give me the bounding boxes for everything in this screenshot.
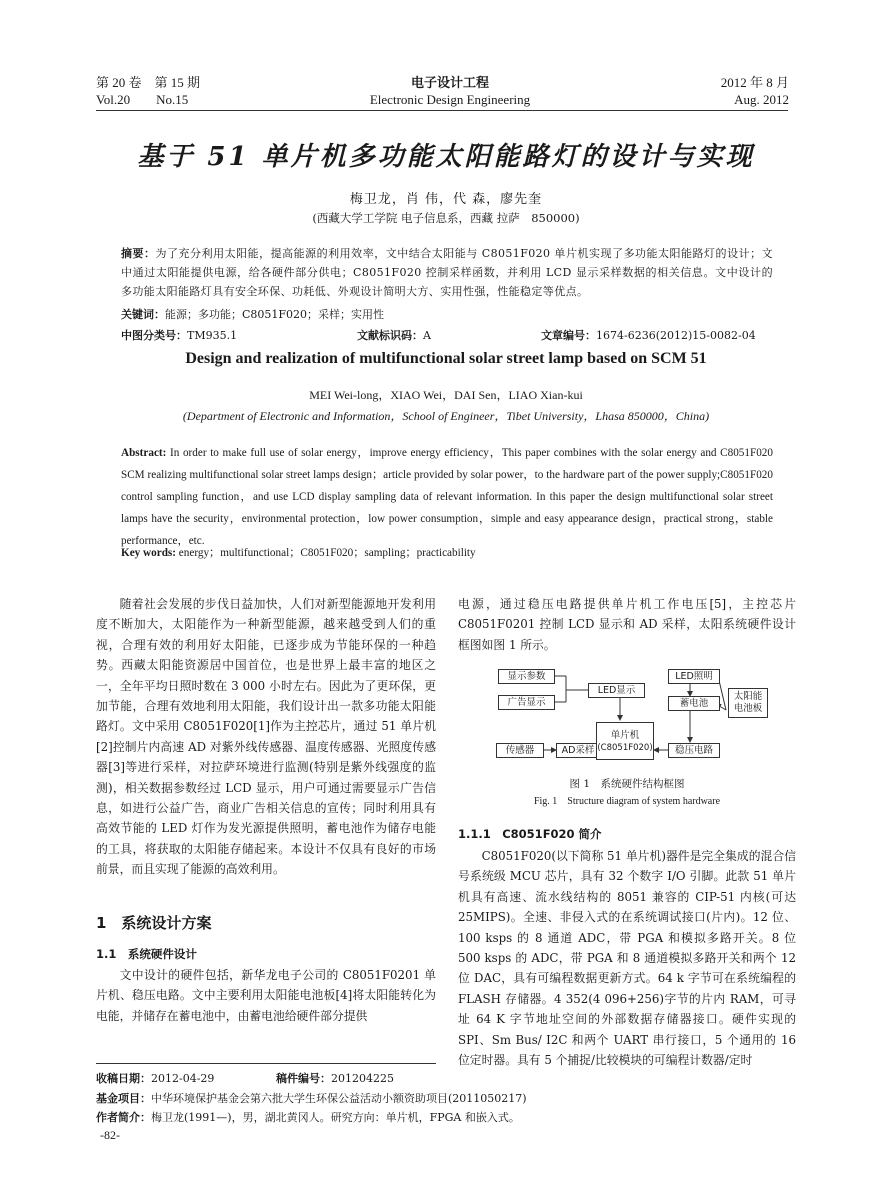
section-1-1-1-body [458,846,796,1070]
page-number: -82- [100,1128,120,1142]
bio-text: 梅卫龙(1991—)，男，湖北黄冈人。研究方向：单片机，FPGA 和嵌入式。 [151,1111,520,1124]
box-ad-display: 广告显示 [498,695,555,710]
journal-date [721,74,789,108]
solar-line1: 太阳能 [733,691,763,702]
box-mcu [596,722,654,760]
fund-label: 基金项目： [96,1092,151,1105]
doc-label: 文献标识码： [357,329,423,342]
solar-line2: 电池板 [733,703,763,714]
clc-label: 中图分类号： [121,329,187,342]
mcu-label: 单片机 [610,730,640,741]
box-sensor: 传感器 [496,743,544,758]
figure-caption-cn: 图 1 系统硬件结构框图 [569,778,685,790]
box-led-lighting: LED照明 [668,669,720,684]
article-label: 文章编号： [541,329,596,342]
manuscript-label: 稿件编号： [276,1072,331,1085]
manuscript-number: 201204225 [331,1072,394,1085]
footnote-bio [96,1109,520,1126]
keywords-cn [121,306,384,322]
abstract-cn-text: 为了充分利用太阳能，提高能源的利用效率，文中结合太阳能与 C8051F020 单片机实现了多功能太阳能路灯的设计；文中通过太阳能提供电源，给各硬件部分供电；C8051F020 控制采样函数，并利用 LCD 显示采样数据的相关信息。文中设计的多功能太阳能路灯具有安全环保、功耗低、外观设计简明大方、实用性强，性能稳定等优点。 [121,247,773,298]
journal-volume [96,74,200,108]
box-display-params: 显示参数 [498,669,555,684]
mcu-model: (C8051F020) [597,743,653,753]
box-led-display: LED显示 [588,683,645,698]
box-battery: 蓄电池 [668,696,720,711]
article-value: 1674-6236(2012)15-0082-04 [596,329,756,342]
header-rule [96,110,788,111]
box-ad-sample: AD采样 [556,743,600,758]
keywords-cn-text: 能源；多功能；C8051F020；采样；实用性 [165,308,385,321]
doc-code [357,327,431,343]
section-1-1-1-heading: 1.1.1 C8051F020 简介 [458,827,602,841]
doc-value: A [423,329,431,342]
figure-caption-en: Fig. 1 Structure diagram of system hardware [533,796,721,807]
box-regulator: 稳压电路 [668,743,720,758]
date-en: Aug. 2012 [734,92,789,107]
intro-paragraph: 随着社会发展的步伐日益加快，人们对新型能源地开发利用度不断加大，太阳能作为一种新型能源，越来越受到人们的重视，合理有效的利用好太阳能，已逐步成为节能环保的一种趋势。西藏太阳能资源居中国首位，也是世界上最丰富的地区之一，全年平均日照时数在 3 000 小时左右。因此为了更环保，更加节能，合理有效地利用太阳能，我们设计出一款多功能太阳能路灯。文中采用 C8051F020[1]作为主控芯片，通过 51 单片机[2]控制片内高速 AD 对紫外线传感器、温度传感器、光照度传感器[3]等进行采样，对拉萨环境进行监测(特别是紫外线强度的监测)，相关数据参数经过 LCD 显示，用户可通过需要显示广告信息，如进行公益广告，商业广告相关信息的宣传；同时利用具有高效节能的 LED 灯作为发光源提供照明，蓄电池作为储存电能的工具，将获取的太阳能存储起来。本设计不仅具有良好的市场前景，而且实现了能源的高效利用。 [96,597,436,877]
abstract-cn-label: 摘要： [121,247,156,260]
authors-en: MEI Wei-long，XIAO Wei，DAI Sen，LIAO Xian-kui [309,388,583,402]
abstract-en-text: In order to make full use of solar energy，improve energy efficiency，This paper combines with the solar energy and C8051F020 SCM realizing multifunctional solar street lamps design；article provided by solar power，to the hardware part of the power supply;C8051F020 control sampling function，and use LCD display sampling data of relevant information. In this paper the design multifunctional solar street lamps have the security，environmental protection，low power consumption，simple and easy appearance design，practical strong，stable performance，etc. [121,447,773,547]
hardware-block-diagram [496,666,772,768]
abstract-en [121,442,773,552]
journal-name [330,74,570,108]
paper-title: 基于 51 单片机多功能太阳能路灯的设计与实现 [137,142,755,172]
keywords-en-label: Key words: [121,547,176,559]
section-1-heading: 1 系统设计方案 [96,914,212,932]
footnote-dates [96,1070,394,1087]
clc-number [121,327,237,343]
section-1-1-paragraph: 文中设计的硬件包括，新华龙电子公司的 C8051F0201 单片机、稳压电路。文中主要利用太阳能电池板[4]将太阳能转化为电能，并储存在蓄电池中，由蓄电池给硬件部分提供 [96,968,436,1023]
section-1-1-body [96,965,436,1026]
clc-value: TM935.1 [187,329,238,342]
keywords-cn-label: 关键词： [121,308,165,321]
keywords-en-text: energy；multifunctional；C8051F020；sampling；practicability [176,547,476,559]
section-1-1-heading: 1.1 系统硬件设计 [96,947,197,961]
received-label: 收稿日期： [96,1072,151,1085]
fund-text: 中华环境保护基金会第六批大学生环保公益活动小额资助项目(2011050217) [151,1092,527,1105]
right-column-top [458,594,796,655]
date-cn: 2012 年 8 月 [720,75,789,90]
footnote-rule [96,1063,436,1064]
right-column-paragraph: 电源，通过稳压电路提供单片机工作电压[5]，主控芯片 C8051F0201 控制 LCD 显示和 AD 采样，太阳系统硬件设计框图如图 1 所示。 [458,597,796,652]
paper-title-en: Design and realization of multifunctional solar street lamp based on SCM 51 [185,350,707,367]
journal-name-cn: 电子设计工程 [410,75,489,90]
abstract-en-label: Abstract: [121,447,167,459]
section-1-1-1-paragraph: C8051F020(以下简称 51 单片机)器件是完全集成的混合信号系统级 MCU 芯片，具有 32 个数字 I/O 引脚。此款 51 单片机具有高速、流水线结构的 8051 兼容的 CIP-51 内核(可达 25MIPS)。全速、非侵入式的在系统调试接口(片内)。12 位、100 ksps 的 8 通道 ADC，带 PGA 和模拟多路开关。8 位 500 ksps 的 ADC，带 PGA 和 8 通道模拟多路开关和两个 12 位 DAC，具有可编程数据更新方式。64 k 字节可在系统编程的 FLASH 存储器。4 352(4 096+256)字节的片内 RAM，可寻址 64 K 字节地址空间的外部数据存储器接口。硬件实现的 SPI、Sm Bus/ I2C 和两个 UART 串行接口，5 个通用的 16 位定时器。具有 5 个捕捉/比较模块的可编程计数器/定时 [458,849,796,1068]
footnote-fund [96,1090,527,1107]
box-solar-panel [728,688,768,718]
abstract-cn [121,244,773,301]
volume-cn: 第 20 卷 第 15 期 [96,75,201,90]
journal-name-en: Electronic Design Engineering [369,92,531,107]
authors: 梅卫龙，肖 伟，代 森，廖先奎 [349,192,543,207]
intro-section [96,594,436,880]
affiliation: (西藏大学工学院 电子信息系，西藏 拉萨 850000) [312,211,580,225]
received-date: 2012-04-29 [151,1072,215,1085]
keywords-en [121,544,476,560]
bio-label: 作者简介： [96,1111,151,1124]
article-number [541,327,756,343]
volume-en: Vol.20 No.15 [96,92,189,107]
affiliation-en: (Department of Electronic and Information，School of Engineer，Tibet University，Lhasa 850000，China) [182,409,710,423]
